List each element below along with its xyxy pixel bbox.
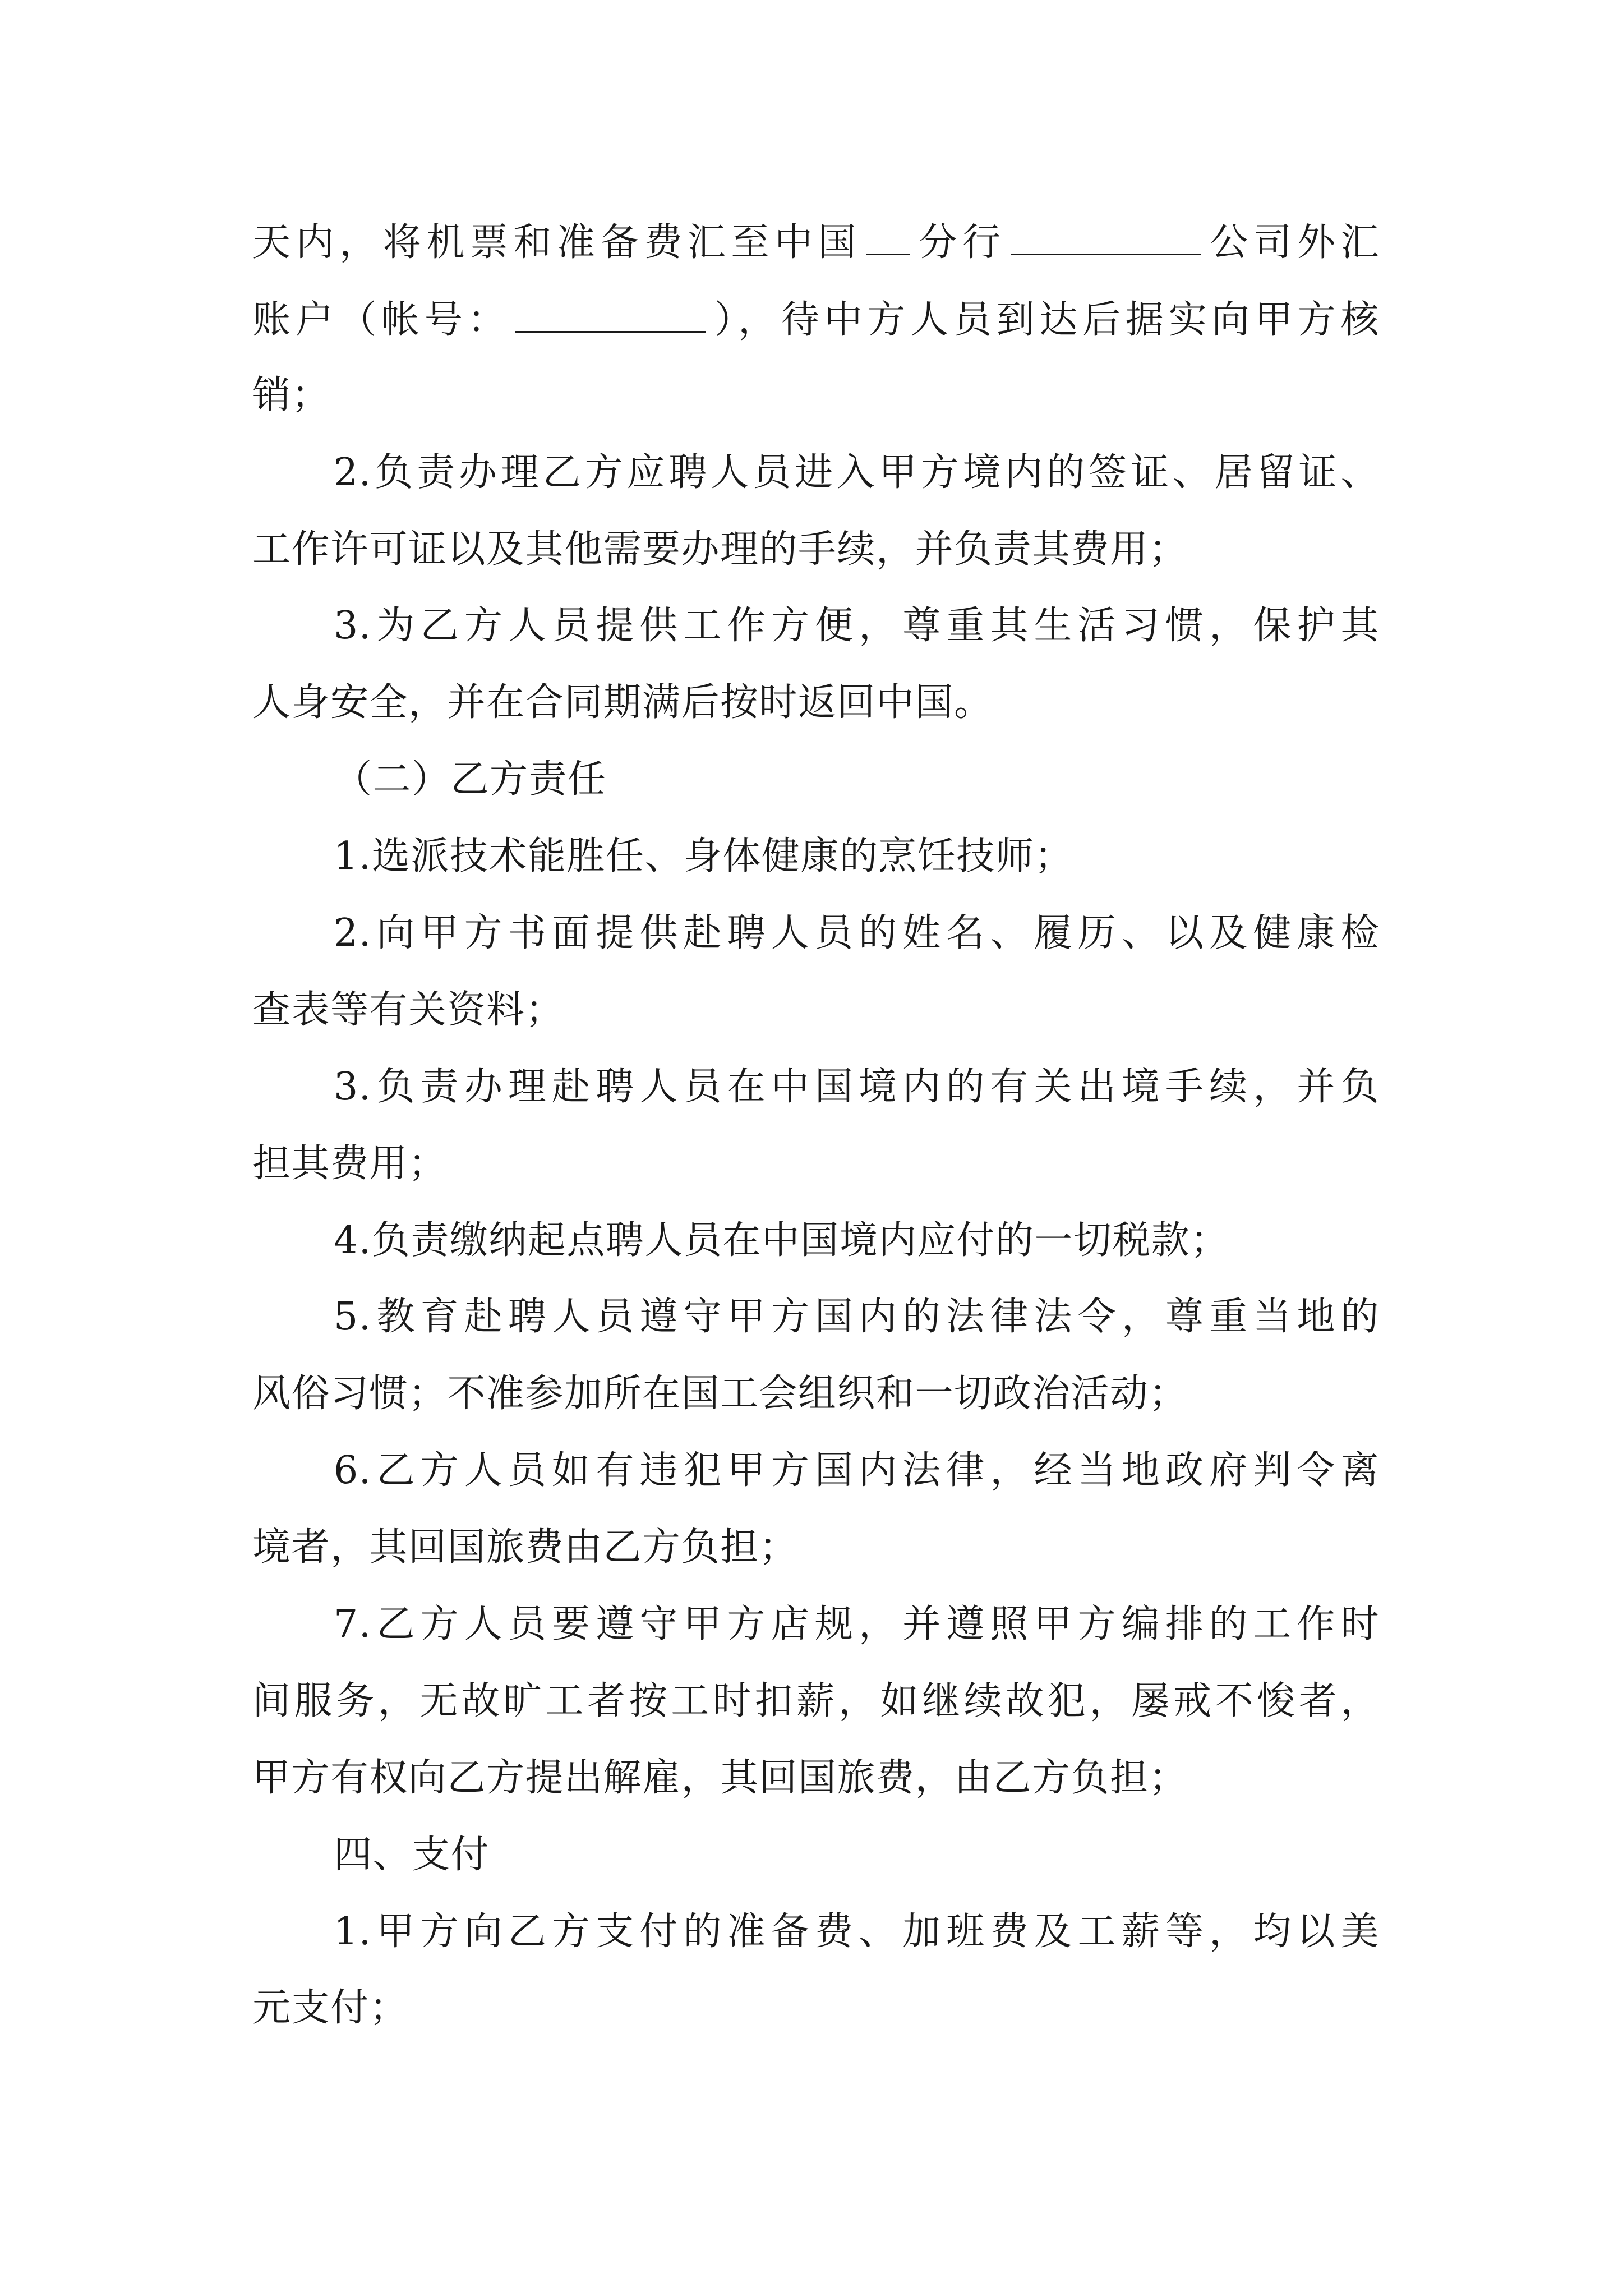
blank-company-name (1011, 214, 1201, 255)
para-10-line-3: 甲方有权向乙方提出解雇，其回国旅费，由乙方负担； (252, 1756, 1188, 1800)
para-1-line-1 (252, 214, 1380, 270)
para-1-text-b: 分行 (914, 220, 1006, 265)
para-1-text-a: 天内，将机票和准备费汇至中国 (252, 220, 862, 265)
para-8-line-2: 风俗习惯；不准参加所在国工会组织和一切政治活动； (252, 1372, 1188, 1416)
para-10-line-2: 间服务，无故旷工者按工时扣薪，如继续故犯，屡戒不悛者， (252, 1679, 1380, 1723)
para-5-line-2: 查表等有关资料； (252, 988, 565, 1032)
para-10-line-1: 7.乙方人员要遵守甲方店规，并遵照甲方编排的工作时 (334, 1602, 1380, 1646)
heading-payment: 四、支付 (334, 1833, 490, 1877)
para-6-line-1: 3.负责办理赴聘人员在中国境内的有关出境手续，并负 (334, 1065, 1380, 1109)
para-11-line-2: 元支付； (252, 1986, 409, 2030)
para-1-line-2 (252, 292, 1380, 348)
para-2-line-1: 2.负责办理乙方应聘人员进入甲方境内的签证、居留证、 (334, 450, 1380, 495)
para-3-line-2: 人身安全，并在合同期满后按时返回中国。 (252, 680, 993, 725)
para-1-text-e: ），待中方人员到达后据实向甲方核 (710, 298, 1380, 342)
para-3-line-1: 3.为乙方人员提供工作方便，尊重其生活习惯，保护其 (334, 604, 1380, 648)
para-6-line-2: 担其费用； (252, 1142, 448, 1186)
para-1-text-c: 公司外汇 (1205, 220, 1380, 265)
para-5-line-1: 2.向甲方书面提供赴聘人员的姓名、履历、以及健康检 (334, 911, 1380, 955)
para-2-line-2: 工作许可证以及其他需要办理的手续，并负责其费用； (252, 527, 1188, 572)
blank-branch-name (866, 214, 910, 255)
para-9-line-2: 境者，其回国旅费由乙方负担； (252, 1525, 799, 1570)
para-11-line-1: 1.甲方向乙方支付的准备费、加班费及工薪等，均以美 (334, 1910, 1380, 1954)
para-9-line-1: 6.乙方人员如有违犯甲方国内法律，经当地政府判令离 (334, 1448, 1380, 1493)
para-1-text-d: 账户（帐号： (252, 298, 511, 342)
heading-party-b-duties: （二）乙方责任 (334, 757, 607, 802)
para-7-line-1: 4.负责缴纳起点聘人员在中国境内应付的一切税款； (334, 1218, 1229, 1263)
blank-account-number (515, 292, 706, 333)
para-4-line-1: 1.选派技术能胜任、身体健康的烹饪技师； (334, 834, 1073, 878)
para-8-line-1: 5.教育赴聘人员遵守甲方国内的法律法令，尊重当地的 (334, 1295, 1380, 1339)
para-1-line-3: 销； (252, 373, 331, 417)
